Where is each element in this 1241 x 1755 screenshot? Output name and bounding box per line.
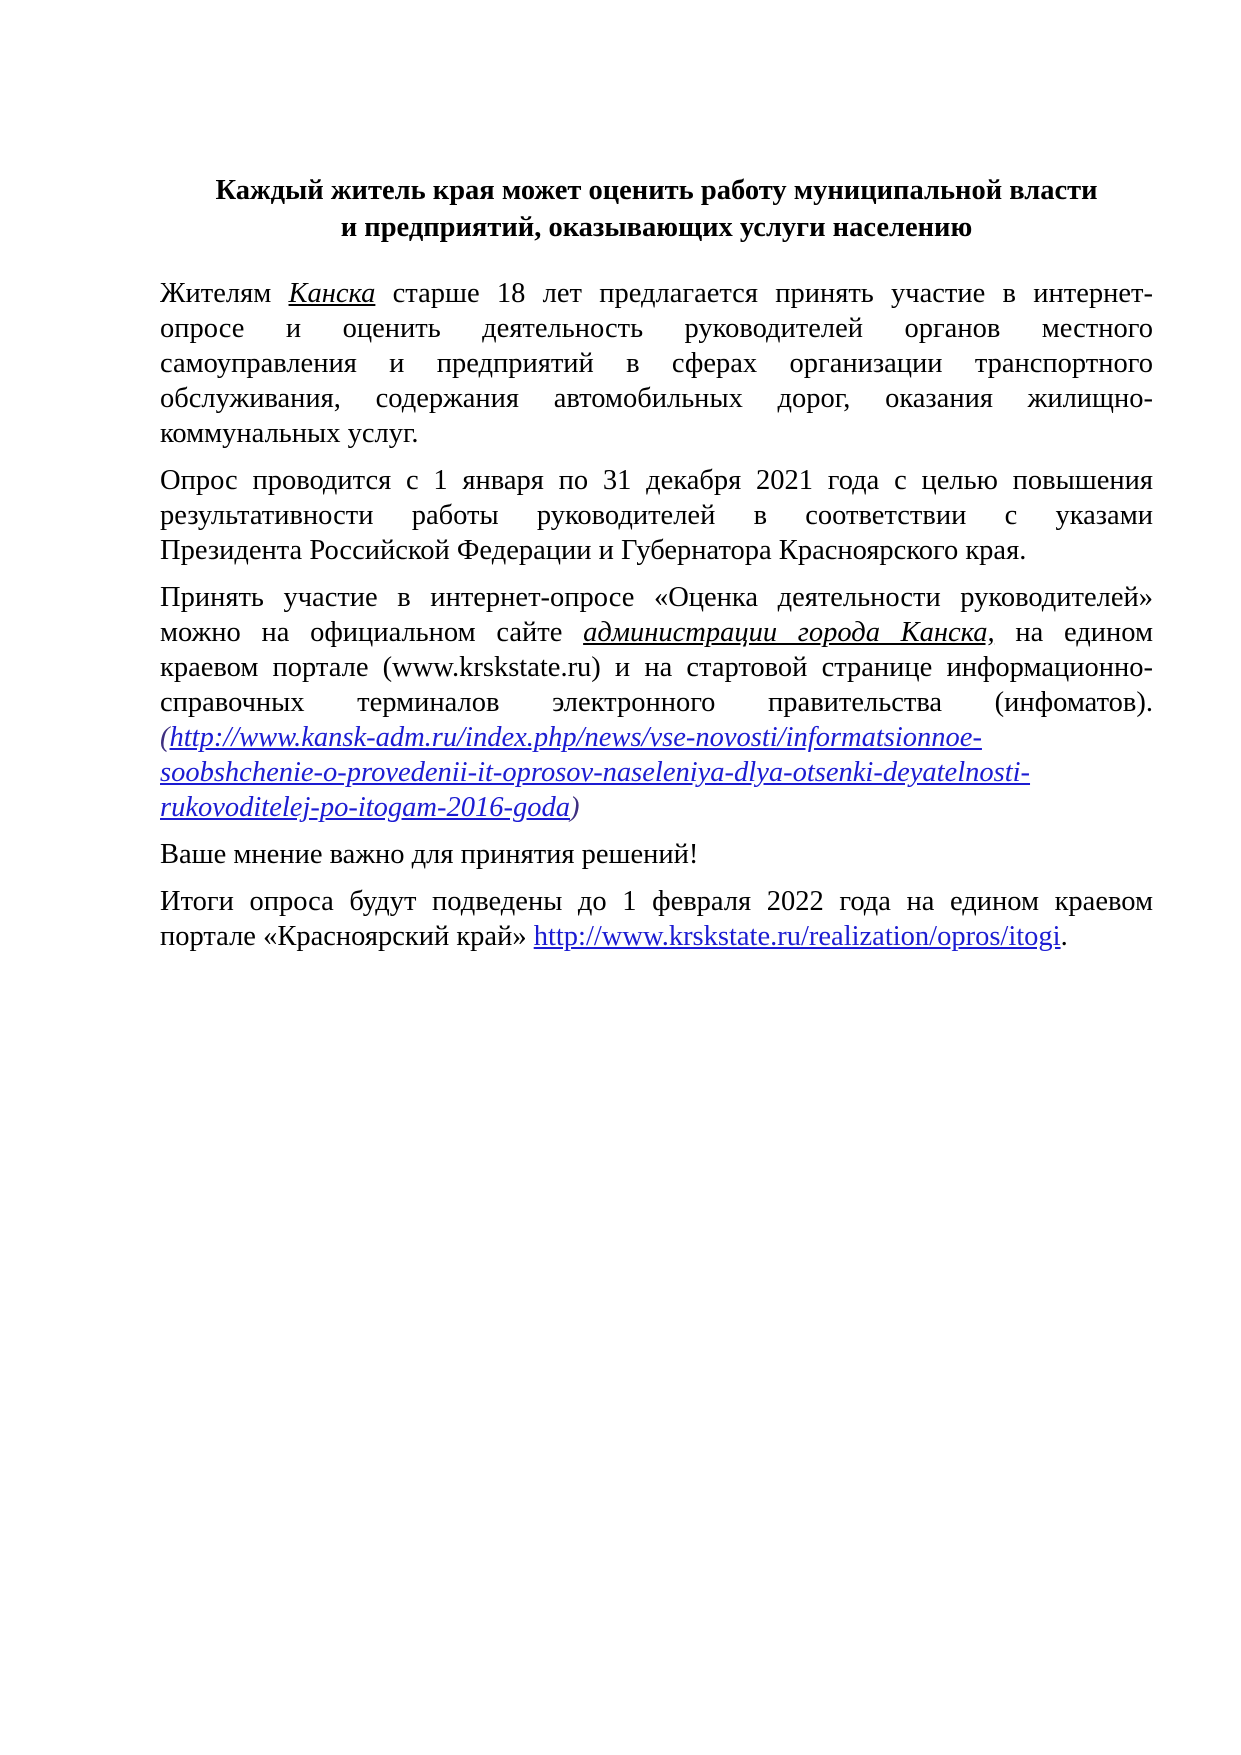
text-line [160,685,1153,720]
text-run: самоуправления и предприятий в сферах организации транспортного [160,348,1153,379]
title-line-1: Каждый житель края может оценить работу муниципальной власти [215,175,1098,206]
paragraph [160,580,1153,825]
text-run: Президента Российской Федерации и Губернатора Красноярского края. [160,535,1027,566]
text-run: справочных терминалов электронного правительства (инфоматов). [160,687,1153,718]
text-run: Жителям [160,278,289,309]
text-line [160,580,1153,615]
text-run: Опрос проводится с 1 января по 31 декабря 2021 года с целью повышения [160,465,1153,496]
text-run: результативности работы руководителей в соответствии с указами [160,500,1153,531]
paragraph [160,884,1153,954]
text-line [160,790,1153,825]
text-run: старше 18 лет предлагается принять участие в интернет- [375,278,1153,309]
text-line [160,463,1153,498]
parenthesis-text: ( [160,722,170,753]
text-line [160,276,1153,311]
text-line [160,755,1153,790]
document-body [160,276,1153,954]
document-title [160,172,1153,246]
text-run: обслуживания, содержания автомобильных дорог, оказания жилищно- [160,383,1153,414]
text-run: Принять участие в интернет-опросе «Оценка деятельности руководителей» [160,582,1153,613]
text-line [160,381,1153,416]
text-line [160,720,1153,755]
text-run: опросе и оценить деятельность руководителей органов местного [160,313,1153,344]
underlined-italic-text: администрации города Канска, [583,617,995,648]
text-line [160,416,1153,451]
text-run: коммунальных услуг. [160,418,419,449]
hyperlink[interactable]: http://www.krskstate.ru/realization/opros/itogi [533,921,1061,952]
text-line [160,919,1153,954]
hyperlink[interactable]: http://www.kansk-adm.ru/index.php/news/vse-novosti/informatsionnoe- [169,722,982,753]
paragraph [160,463,1153,568]
text-run: Итоги опроса будут подведены до 1 февраля 2022 года на едином краевом [160,886,1153,917]
paragraph [160,276,1153,451]
text-line [160,533,1153,568]
text-line [160,615,1153,650]
underlined-italic-text: Канска [288,278,376,309]
text-run: портале «Красноярский край» [160,921,534,952]
hyperlink[interactable]: rukovoditelej-po-itogam-2016-goda [160,792,570,823]
title-line-2: и предприятий, оказывающих услуги населению [340,212,973,243]
text-run: . [1060,921,1068,952]
text-line [160,884,1153,919]
text-line [160,346,1153,381]
hyperlink[interactable]: soobshchenie-o-provedenii-it-oprosov-naseleniya-dlya-otsenki-deyatelnosti- [160,757,1031,788]
parenthesis-text: ) [570,792,580,823]
text-line [160,311,1153,346]
text-line [160,650,1153,685]
paragraph [160,837,1153,872]
text-run: Ваше мнение важно для принятия решений! [160,839,699,870]
text-run: можно на официальном сайте [160,617,584,648]
text-line [160,837,1153,872]
text-line [160,498,1153,533]
text-run: краевом портале (www.krskstate.ru) и на стартовой странице информационно- [160,652,1153,683]
text-run: на едином [994,617,1153,648]
